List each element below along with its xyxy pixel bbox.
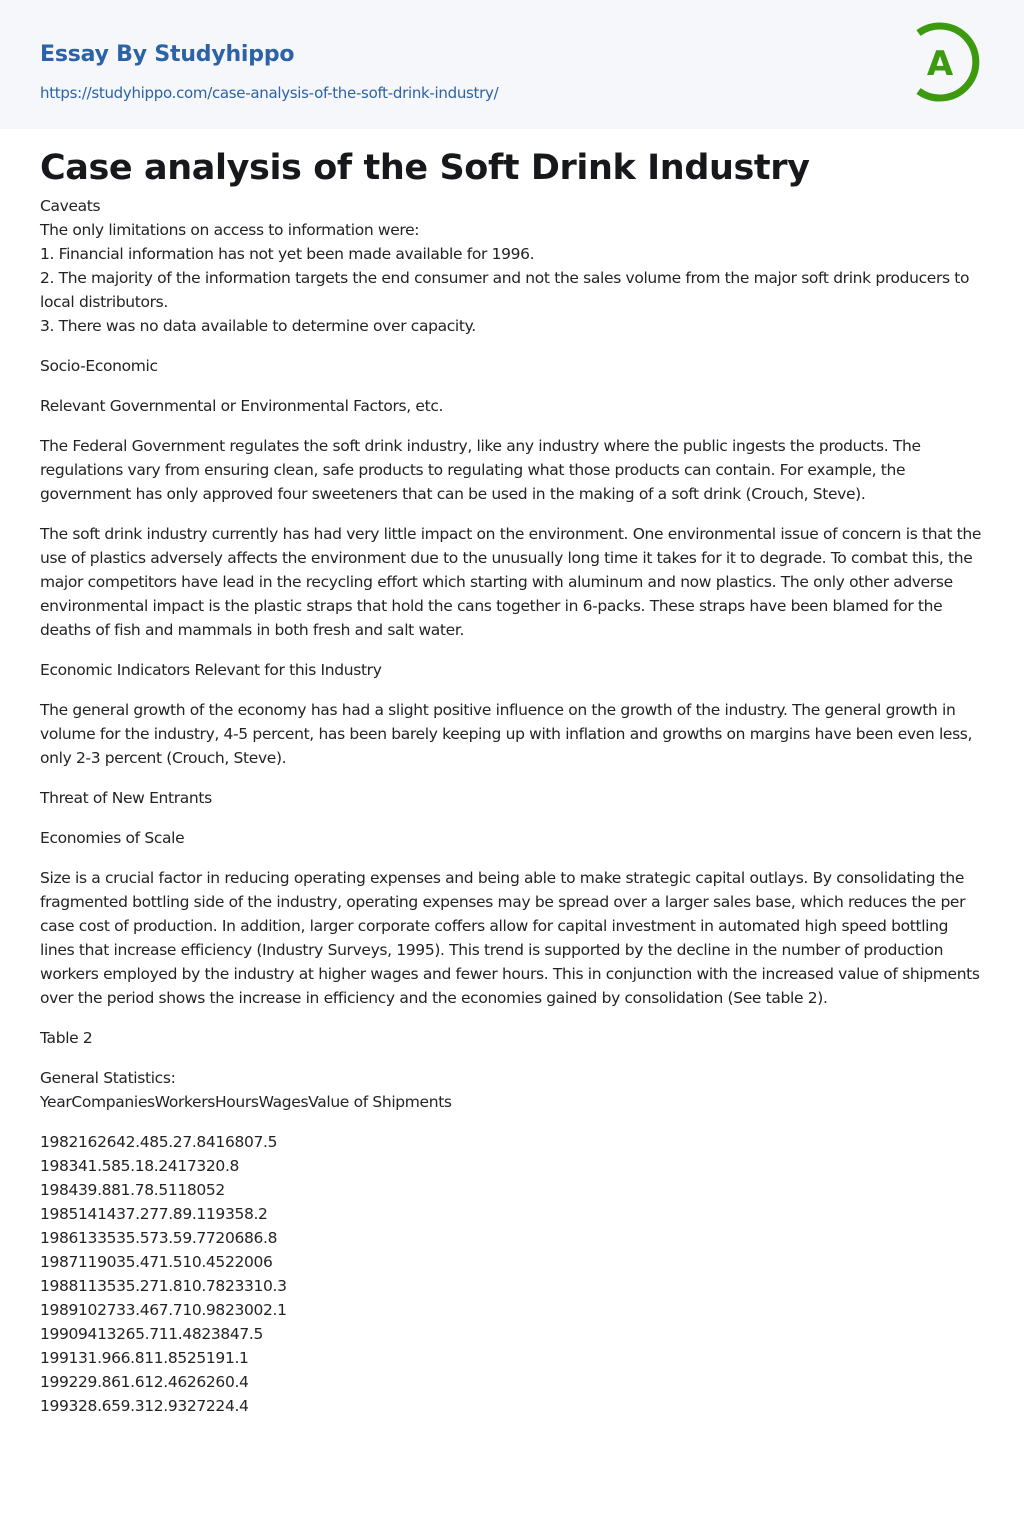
caveat-item: 1. Financial information has not yet been made available for 1996.	[40, 245, 535, 263]
economic-paragraph: The general growth of the economy has had a slight positive influence on the growth of the industry. The general growth in volume for the industry, 4-5 percent, has been barely keeping up with inflation and growths on margins have been even less, only 2-3 percent (Crouch, Steve).	[40, 701, 973, 767]
table-caption: General Statistics:	[40, 1069, 176, 1087]
table-caption-block	[40, 1066, 984, 1114]
table-row: 1987119035.471.510.4522006	[40, 1253, 273, 1271]
brand-title: Essay By Studyhippo	[40, 42, 295, 67]
article	[0, 129, 1024, 1494]
table-row: 199131.966.811.8525191.1	[40, 1349, 249, 1367]
gov-env-heading: Relevant Governmental or Environmental Factors, etc.	[40, 397, 444, 415]
caveats-section	[40, 194, 984, 338]
page-title: Case analysis of the Soft Drink Industry	[40, 148, 810, 188]
table-row: 199328.659.312.9327224.4	[40, 1397, 249, 1415]
environment-paragraph: The soft drink industry currently has had very little impact on the environment. One environmental issue of concern is that the use of plastics adversely affects the environment due to the unusually long time it takes for it to degrade. To combat this, the major competitors have lead in the recycling effort which starting with aluminum and now plastics. The only other adverse environmental impact is the plastic straps that hold the cans together in 6-packs. These straps have been blamed for the deaths of fish and mammals in both fresh and salt water.	[40, 525, 982, 639]
caveats-heading: Caveats	[40, 197, 101, 215]
threat-new-entrants-heading: Threat of New Entrants	[40, 789, 212, 807]
caveat-item: 2. The majority of the information targets the end consumer and not the sales volume from the major soft drink producers to local distributors.	[40, 269, 970, 311]
table-header: YearCompaniesWorkersHoursWagesValue of Shipments	[40, 1093, 452, 1111]
studyhippo-logo-icon[interactable]	[912, 19, 988, 105]
socio-economic-heading: Socio-Economic	[40, 357, 158, 375]
essay-url-link[interactable]: https://studyhippo.com/case-analysis-of-the-soft-drink-industry/	[40, 84, 499, 102]
table-label: Table 2	[40, 1029, 93, 1047]
economies-of-scale-paragraph: Size is a crucial factor in reducing operating expenses and being able to make strategic capital outlays. By consolidating the fragmented bottling side of the industry, operating expenses may be spread over a larger sales base, which reduces the per case cost of production. In addition, larger corporate coffers allow for capital investment in automated high speed bottling lines that increase efficiency (Industry Surveys, 1995). This trend is supported by the decline in the number of production workers employed by the industry at higher wages and fewer hours. This in conjunction with the increased value of shipments over the period shows the increase in efficiency and the economies gained by consolidation (See table 2).	[40, 869, 980, 1007]
table-row: 1988113535.271.810.7823310.3	[40, 1277, 287, 1295]
economies-of-scale-heading: Economies of Scale	[40, 829, 185, 847]
table-row: 198341.585.18.2417320.8	[40, 1157, 240, 1175]
table-row: 1985141437.277.89.119358.2	[40, 1205, 268, 1223]
logo-letter: A	[926, 44, 954, 84]
table-row: 1986133535.573.59.7720686.8	[40, 1229, 278, 1247]
table-row: 198439.881.78.5118052	[40, 1181, 225, 1199]
table-row: 1982162642.485.27.8416807.5	[40, 1133, 278, 1151]
caveat-item: 3. There was no data available to determine over capacity.	[40, 317, 476, 335]
site-header	[0, 0, 1024, 129]
table-row: 19909413265.711.4823847.5	[40, 1325, 263, 1343]
statistics-table	[40, 1130, 984, 1418]
caveats-intro: The only limitations on access to information were:	[40, 221, 420, 239]
table-row: 1989102733.467.710.9823002.1	[40, 1301, 287, 1319]
government-paragraph: The Federal Government regulates the soft drink industry, like any industry where the public ingests the products. The regulations vary from ensuring clean, safe products to regulating what those products can contain. For example, the government has only approved four sweeteners that can be used in the making of a soft drink (Crouch, Steve).	[40, 437, 921, 503]
table-row: 199229.861.612.4626260.4	[40, 1373, 249, 1391]
economic-indicators-heading: Economic Indicators Relevant for this Industry	[40, 661, 382, 679]
article-body	[40, 194, 984, 1418]
